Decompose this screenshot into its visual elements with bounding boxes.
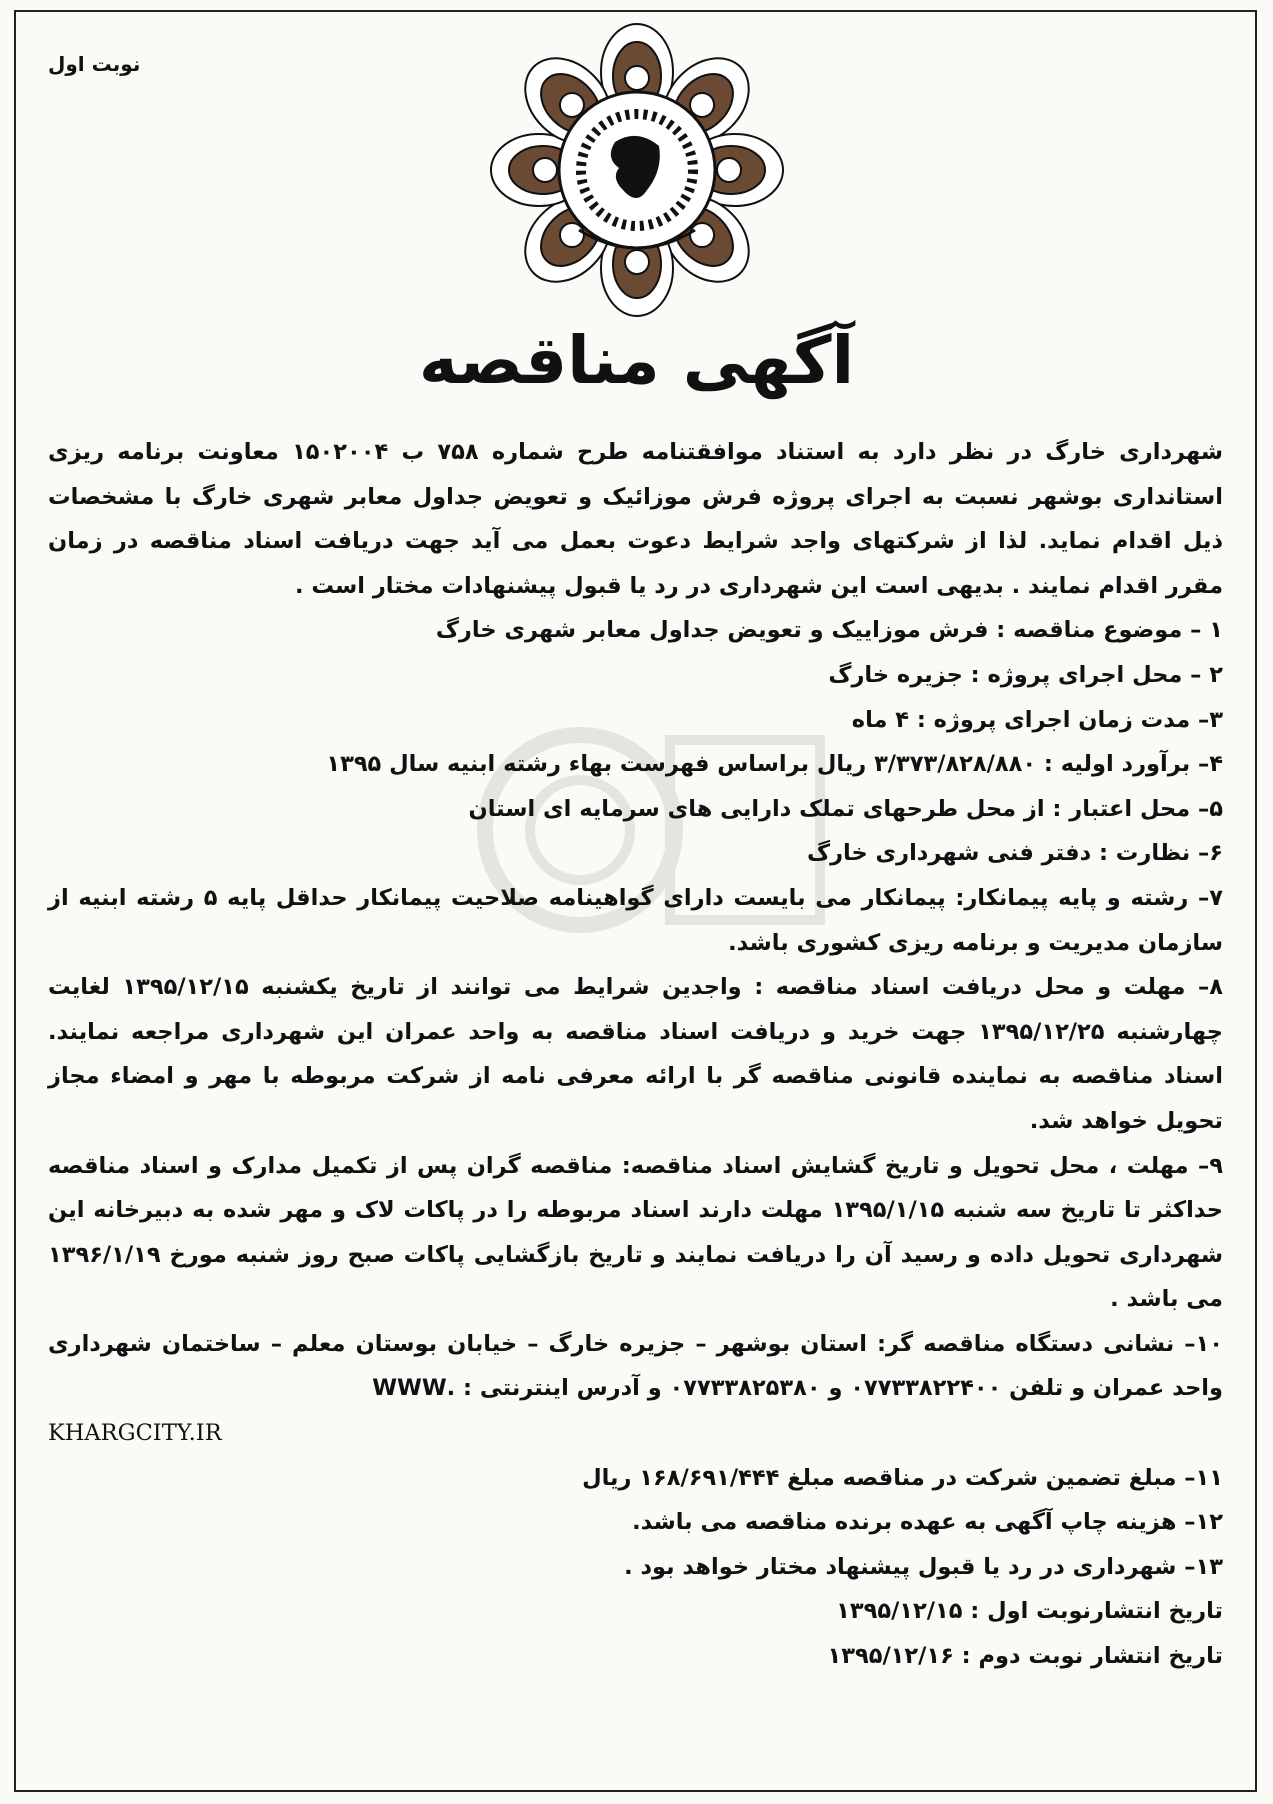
list-item: ۲ – محل اجرای پروژه : جزیره خارگ — [828, 661, 1223, 688]
publish-date-second: تاریخ انتشار نوبت دوم : ۱۳۹۵/۱۲/۱۶ — [827, 1643, 1223, 1670]
list-item: ۴– برآورد اولیه : ۳/۳۷۳/۸۲۸/۸۸۰ ریال براساس فهرست بهاء رشته ابنیه سال ۱۳۹۵ — [326, 751, 1223, 778]
list-item: ۱ – موضوع مناقصه : فرش موزاییک و تعویض جداول معابر شهری خارگ — [435, 617, 1223, 644]
issue-label: نوبت اول — [48, 52, 141, 76]
notice-body — [48, 430, 1223, 1679]
list-item: ۷– رشته و پایه پیمانکار: پیمانکار می بایست دارای گواهینامه صلاحیت پیمانکار حداقل پایه ۵ رشته ابنیه از سازمان مدیریت و برنامه ریزی کشوری باشد. — [48, 884, 1224, 956]
list-item: ۱۰– نشانی دستگاه مناقصه گر: استان بوشهر – جزیره خارگ – خیابان بوستان معلم – ساختمان شهرداری واحد عمران و تلفن ۰۷۷۳۳۸۲۲۴۰۰ و ۰۷۷۳۳۸۲۵۳۸۰ و آدرس اینترنتی : .WWW — [48, 1330, 1223, 1402]
website-link[interactable]: KHARGCITY.IR — [48, 1420, 222, 1447]
publish-date-first: تاریخ انتشارنوبت اول : ۱۳۹۵/۱۲/۱۵ — [836, 1598, 1223, 1625]
list-item: ۱۱– مبلغ تضمین شرکت در مناقصه مبلغ ۱۶۸/۶۹۱/۴۴۴ ریال — [582, 1464, 1223, 1491]
list-item: ۸– مهلت و محل دریافت اسناد مناقصه : واجدین شرایط می توانند از تاریخ یکشنبه ۱۳۹۵/۱۲/۱۵ لغایت چهارشنبه ۱۳۹۵/۱۲/۲۵ جهت خرید و دریافت اسناد مناقصه به واحد عمران این شهرداری مراجعه نمایند. اسناد مناقصه به نماینده قانونی مناقصه گر با ارائه معرفی نامه از شرکت مربوطه با مهر و امضاء مجاز تحویل خواهد شد. — [48, 974, 1224, 1134]
list-item: ۶– نظارت : دفتر فنی شهرداری خارگ — [807, 840, 1223, 867]
notice-title: آگهی مناقصه — [418, 322, 855, 399]
list-item: ۱۲– هزینه چاپ آگهی به عهده برنده مناقصه می باشد. — [632, 1509, 1223, 1536]
list-item: ۵– محل اعتبار : از محل طرحهای تملک دارایی های سرمایه ای استان — [468, 795, 1223, 822]
list-item: ۱۳– شهرداری در رد یا قبول پیشنهاد مختار خواهد بود . — [624, 1553, 1223, 1580]
list-item: ۹– مهلت ، محل تحویل و تاریخ گشایش اسناد مناقصه: مناقصه گران پس از تکمیل مدارک و اسناد مناقصه حداکثر تا تاریخ سه شنبه ۱۳۹۵/۱/۱۵ مهلت دارند اسناد مربوطه را در پاکات لاک و مهر شده به دبیرخانه این شهرداری تحویل داده و رسید آن را دریافت نمایند و تاریخ بازگشایی پاکات صبح روز شنبه مورخ ۱۳۹۶/۱/۱۹ می باشد . — [48, 1152, 1223, 1313]
municipality-seal-icon — [487, 20, 787, 320]
list-item: ۳– مدت زمان اجرای پروژه : ۴ ماه — [851, 706, 1223, 733]
intro-paragraph: شهرداری خارگ در نظر دارد به استناد موافقتنامه طرح شماره ۷۵۸ ب ۱۵۰۲۰۰۴ معاونت برنامه ریزی استانداری بوشهر نسبت به اجرای پروژه فرش موزائیک و تعویض جداول معابر شهری خارگ با مشخصات ذیل اقدام نماید. لذا از شرکتهای واجد شرایط دعوت بعمل می آید جهت دریافت اسناد مناقصه در زمان مقرر اقدام نمایند . بدیهی است این شهرداری در رد یا قبول پیشنهادات مختار است . — [48, 439, 1223, 599]
